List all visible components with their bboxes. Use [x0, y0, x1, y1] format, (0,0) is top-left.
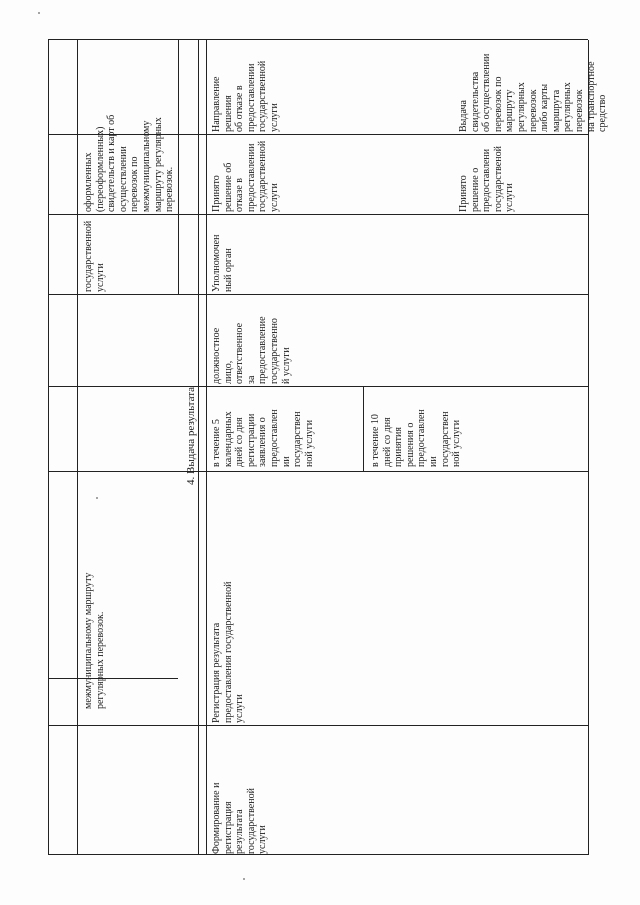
top-cell-route: межмуниципальному маршруту регулярных перевозок.	[83, 572, 106, 709]
cell-divider	[178, 40, 179, 295]
table-border-right	[48, 39, 588, 40]
table-border-top	[48, 40, 49, 855]
row-divider	[48, 471, 588, 472]
resources: Уполномочен ный орган	[211, 234, 234, 292]
criteria-row1: Принято решение об отказе в предоставлении государственной услуги	[211, 140, 280, 212]
top-cell-certificates: оформленных (переоформленных) свидетельств и карт об осуществлении перевозок по межмуниципальному маршруту регулярных перевозок.	[83, 114, 176, 212]
cell-divider	[363, 387, 364, 472]
section-title: 4. Выдача результата	[185, 386, 197, 485]
column-divider	[206, 40, 207, 855]
result-row2: Выдача свидетельства об осуществлении перевозок по маршруту регулярных перевозок либо карты маршрута регулярных перевозок на транспортное средство	[458, 53, 609, 132]
row-divider	[48, 725, 588, 726]
procedure-name: Формирование и регистрация результата государственой услуги	[211, 782, 269, 854]
term-row1: в течение 5 календарных дней со дня регистрации заявления о предоставлен ии государствен ной услуги	[211, 409, 315, 467]
row-divider	[48, 214, 588, 215]
result-row1: Направление решения об отказе в предоставлении государственной услуги	[211, 60, 280, 132]
top-cell-service: государственной услуги	[83, 220, 106, 292]
procedure-description: Регистрация результата предоставления государственной услуги	[211, 581, 246, 723]
table-border-bottom	[588, 40, 589, 855]
scan-speck	[243, 878, 245, 880]
row-divider	[48, 678, 178, 679]
scan-speck	[96, 497, 98, 499]
row-divider	[48, 386, 588, 387]
column-divider	[198, 40, 199, 855]
column-divider	[77, 40, 78, 855]
table-border-left	[48, 854, 588, 855]
row-divider	[48, 294, 588, 295]
executor: должностное лицо, ответственное за предоставление государственно й услуги	[211, 316, 292, 384]
criteria-row2: Принято решение о предоставлени государственой услуги	[458, 146, 516, 212]
scan-speck	[38, 12, 40, 14]
term-row2: в течение 10 дней со дня принятия решения о предоставлен ии государствен ной услуги	[370, 409, 463, 467]
rotated-table	[48, 40, 609, 855]
